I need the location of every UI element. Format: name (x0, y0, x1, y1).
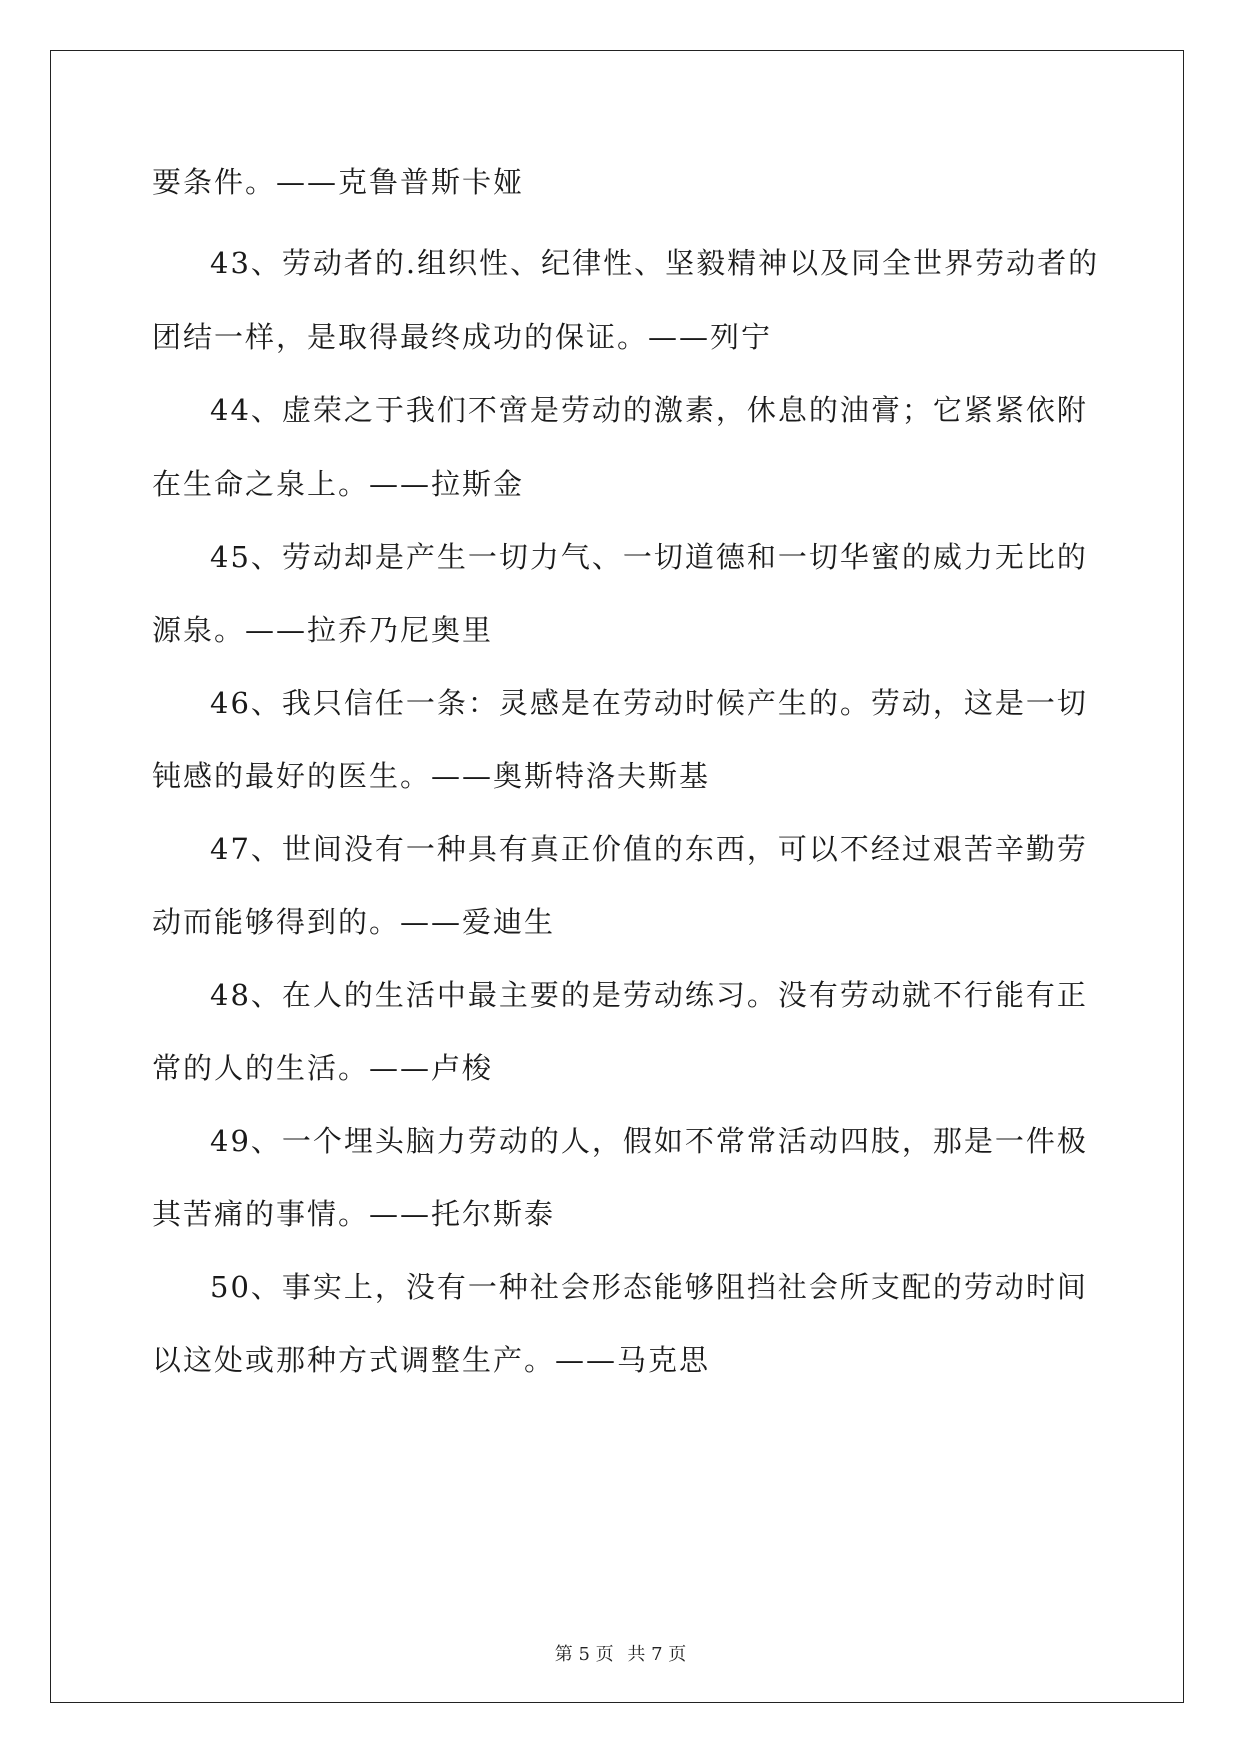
quote-49-line-1: 49、一个埋头脑力劳动的人，假如不常常活动四肢，那是一件极 (210, 1124, 1088, 1158)
quote-45-line-2: 源泉。——拉乔乃尼奥里 (152, 613, 494, 647)
quote-43-line-1: 43、劳动者的.组织性、纪律性、坚毅精神以及同全世界劳动者的 (210, 246, 1100, 280)
quote-48-line-2: 常的人的生活。——卢梭 (152, 1051, 494, 1085)
quote-50-line-1: 50、事实上，没有一种社会形态能够阻挡社会所支配的劳动时间 (210, 1270, 1088, 1304)
quote-49-line-2: 其苦痛的事情。——托尔斯泰 (152, 1197, 556, 1231)
quote-50-line-2: 以这处或那种方式调整生产。——马克思 (152, 1343, 711, 1377)
quote-43-line-2: 团结一样，是取得最终成功的保证。——列宁 (152, 320, 773, 354)
quote-46-line-2: 钝感的最好的医生。——奥斯特洛夫斯基 (152, 759, 711, 793)
page-border (50, 50, 1184, 1703)
quote-47-line-1: 47、世间没有一种具有真正价值的东西，可以不经过艰苦辛勤劳 (210, 832, 1088, 866)
quote-46-line-1: 46、我只信任一条：灵感是在劳动时候产生的。劳动，这是一切 (210, 686, 1088, 720)
paragraph-line: 要条件。——克鲁普斯卡娅 (152, 165, 525, 199)
quote-44-line-1: 44、虚荣之于我们不啻是劳动的激素，休息的油膏；它紧紧依附 (210, 393, 1088, 427)
quote-48-line-1: 48、在人的生活中最主要的是劳动练习。没有劳动就不行能有正 (210, 978, 1088, 1012)
page-footer (0, 1640, 1241, 1666)
quote-47-line-2: 动而能够得到的。——爱迪生 (152, 905, 556, 939)
total-pages: 共 7 页 (627, 1644, 687, 1665)
quote-45-line-1: 45、劳动却是产生一切力气、一切道德和一切华蜜的威力无比的 (210, 540, 1088, 574)
page-number: 第 5 页 (554, 1644, 614, 1665)
quote-44-line-2: 在生命之泉上。——拉斯金 (152, 467, 525, 501)
